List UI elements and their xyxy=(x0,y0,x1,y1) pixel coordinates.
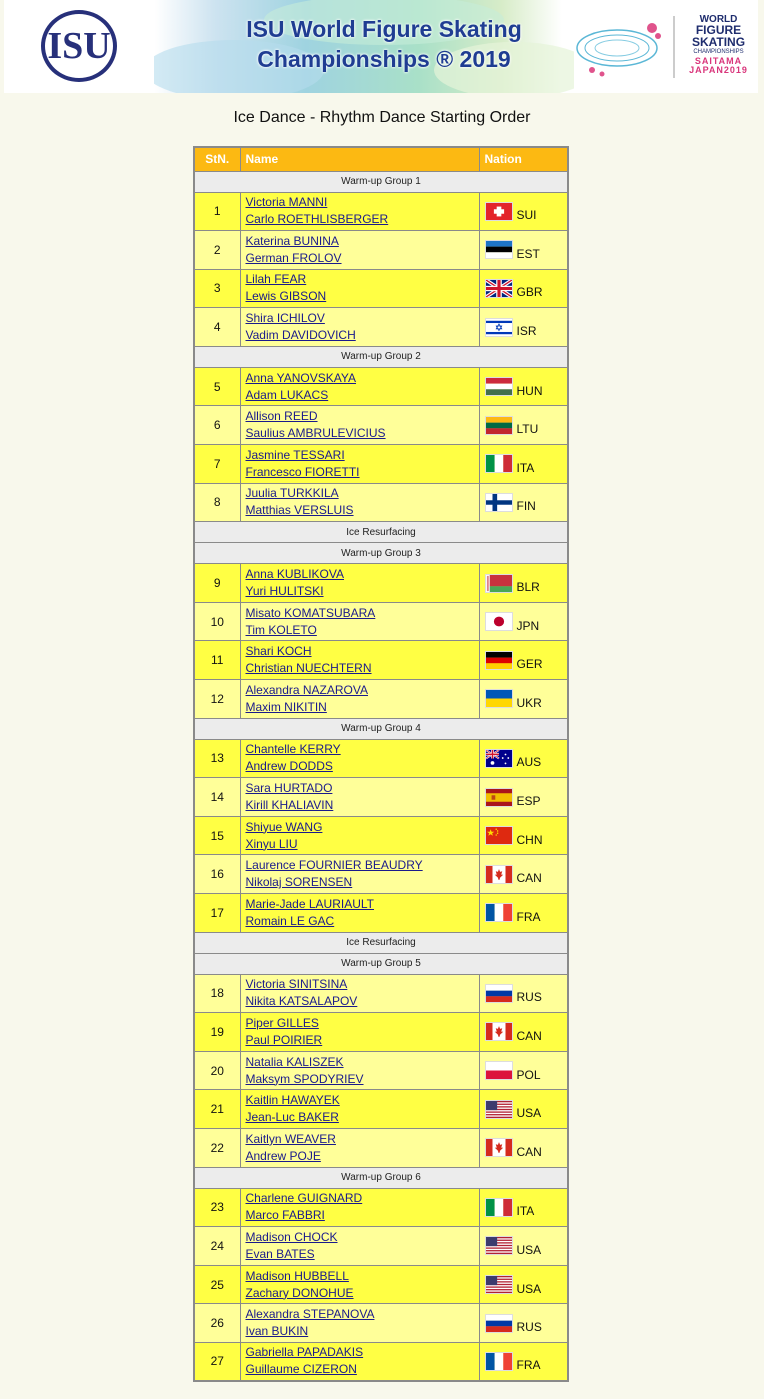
skater-link[interactable]: Paul POIRIER xyxy=(245,1032,323,1047)
nation-cell xyxy=(479,974,568,1013)
group-label: Warm-up Group 6 xyxy=(194,1167,568,1188)
sui-flag-icon xyxy=(485,202,513,221)
team-names xyxy=(240,483,479,522)
nation-cell xyxy=(479,1342,568,1381)
isu-logo: ISU xyxy=(41,10,117,82)
start-number: 12 xyxy=(194,680,240,719)
team-names xyxy=(240,1051,479,1090)
nation-cell xyxy=(479,564,568,603)
team-names xyxy=(240,231,479,270)
skater-link[interactable]: Ivan BUKIN xyxy=(245,1324,309,1339)
nation-cell xyxy=(479,739,568,778)
table-row xyxy=(194,483,568,522)
rus-flag-icon xyxy=(485,1314,513,1333)
skater-link[interactable]: Evan BATES xyxy=(245,1246,315,1261)
ltu-flag-icon xyxy=(485,416,513,435)
nation-cell xyxy=(479,894,568,933)
nation-cell xyxy=(479,406,568,445)
team-names xyxy=(240,641,479,680)
nation-cell xyxy=(479,778,568,817)
skater-link[interactable]: Madison CHOCK xyxy=(245,1229,338,1244)
team-names xyxy=(240,1128,479,1167)
starting-order-table xyxy=(193,146,569,1382)
nation-code: CAN xyxy=(516,871,542,886)
nation-cell xyxy=(479,1128,568,1167)
nation-cell xyxy=(479,855,568,894)
start-number: 6 xyxy=(194,406,240,445)
team-names xyxy=(240,564,479,603)
table-row xyxy=(194,778,568,817)
team-names xyxy=(240,680,479,719)
can-flag-icon xyxy=(485,865,513,884)
nation-code: LTU xyxy=(516,422,539,437)
nation-code: SUI xyxy=(516,208,537,223)
team-names xyxy=(240,1304,479,1343)
can-flag-icon xyxy=(485,1138,513,1157)
championship-logo-text: WORLD FIGURE SKATING CHAMPIONSHIPS SAITAMA JAPAN2019 xyxy=(689,14,748,75)
start-number: 23 xyxy=(194,1188,240,1227)
table-row xyxy=(194,1265,568,1304)
table-row xyxy=(194,231,568,270)
table-row xyxy=(194,564,568,603)
skater-link[interactable]: Francesco FIORETTI xyxy=(245,464,360,479)
skater-link[interactable]: Charlene GUIGNARD xyxy=(245,1191,363,1206)
skater-link[interactable]: Jean-Luc BAKER xyxy=(245,1110,339,1125)
table-row xyxy=(194,308,568,347)
table-row xyxy=(194,739,568,778)
start-number: 18 xyxy=(194,974,240,1013)
table-row xyxy=(194,855,568,894)
skater-link[interactable]: Lilah FEAR xyxy=(245,272,307,287)
table-row xyxy=(194,602,568,641)
skater-link[interactable]: Adam LUKACS xyxy=(245,387,329,402)
blr-flag-icon xyxy=(485,574,513,593)
nation-cell xyxy=(479,680,568,719)
group-header-row xyxy=(194,932,568,953)
team-names xyxy=(240,894,479,933)
skater-link[interactable]: Alexandra NAZAROVA xyxy=(245,682,368,697)
nation-cell xyxy=(479,269,568,308)
table-row xyxy=(194,1304,568,1343)
nation-code: USA xyxy=(516,1106,542,1121)
table-row xyxy=(194,1090,568,1129)
skater-link[interactable]: Natalia KALISZEK xyxy=(245,1054,344,1069)
event-banner xyxy=(4,0,758,93)
skater-link[interactable]: Allison REED xyxy=(245,409,318,424)
skater-link[interactable]: Lewis GIBSON xyxy=(245,289,327,304)
group-label: Warm-up Group 1 xyxy=(194,171,568,192)
team-names xyxy=(240,308,479,347)
nation-cell xyxy=(479,192,568,231)
start-number: 10 xyxy=(194,602,240,641)
nation-cell xyxy=(479,1265,568,1304)
start-number: 11 xyxy=(194,641,240,680)
table-row xyxy=(194,816,568,855)
est-flag-icon xyxy=(485,240,513,259)
start-number: 3 xyxy=(194,269,240,308)
nation-cell xyxy=(479,445,568,484)
esp-flag-icon xyxy=(485,788,513,807)
table-row xyxy=(194,974,568,1013)
team-names xyxy=(240,367,479,406)
skater-link[interactable]: Matthias VERSLUIS xyxy=(245,503,354,518)
nation-cell xyxy=(479,231,568,270)
nation-code: GBR xyxy=(516,285,543,300)
team-names xyxy=(240,1188,479,1227)
skater-link[interactable]: Marco FABBRI xyxy=(245,1208,325,1223)
nation-code: RUS xyxy=(516,990,542,1005)
skater-link[interactable]: Kaitlin HAWAYEK xyxy=(245,1093,340,1108)
skater-link[interactable]: Kaitlyn WEAVER xyxy=(245,1131,336,1146)
start-number: 14 xyxy=(194,778,240,817)
can-flag-icon xyxy=(485,1022,513,1041)
skater-link[interactable]: Anna YANOVSKAYA xyxy=(245,370,357,385)
start-number: 2 xyxy=(194,231,240,270)
skater-link[interactable]: Sara HURTADO xyxy=(245,781,333,796)
nation-code: GER xyxy=(516,657,543,672)
skater-link[interactable]: Shira ICHILOV xyxy=(245,311,325,326)
team-names xyxy=(240,1013,479,1052)
start-number: 17 xyxy=(194,894,240,933)
start-number: 13 xyxy=(194,739,240,778)
usa-flag-icon xyxy=(485,1275,513,1294)
nation-code: ITA xyxy=(516,460,535,475)
start-number: 9 xyxy=(194,564,240,603)
skater-link[interactable]: Vadim DAVIDOVICH xyxy=(245,328,356,343)
skater-link[interactable]: Juulia TURKKILA xyxy=(245,486,339,501)
aus-flag-icon xyxy=(485,749,513,768)
rus-flag-icon xyxy=(485,984,513,1003)
usa-flag-icon xyxy=(485,1236,513,1255)
group-header-row xyxy=(194,1167,568,1188)
group-label: Warm-up Group 4 xyxy=(194,718,568,739)
group-label: Ice Resurfacing xyxy=(194,932,568,953)
skater-link[interactable]: Jasmine TESSARI xyxy=(245,447,345,462)
nation-code: RUS xyxy=(516,1320,542,1335)
table-header-row xyxy=(194,147,568,171)
team-names xyxy=(240,445,479,484)
table-row xyxy=(194,680,568,719)
skater-link[interactable]: Saulius AMBRULEVICIUS xyxy=(245,426,386,441)
fra-flag-icon xyxy=(485,1352,513,1371)
column-header-stn: StN. xyxy=(194,147,240,171)
skater-link[interactable]: Misato KOMATSUBARA xyxy=(245,605,376,620)
skater-link[interactable]: Madison HUBBELL xyxy=(245,1268,349,1283)
nation-code: BLR xyxy=(516,580,540,595)
skater-link[interactable]: Kirill KHALIAVIN xyxy=(245,798,334,813)
start-number: 24 xyxy=(194,1227,240,1266)
nation-code: CHN xyxy=(516,832,543,847)
table-row xyxy=(194,1051,568,1090)
group-label: Warm-up Group 5 xyxy=(194,953,568,974)
table-row xyxy=(194,367,568,406)
skater-link[interactable]: Shari KOCH xyxy=(245,644,312,659)
chn-flag-icon xyxy=(485,826,513,845)
start-number: 8 xyxy=(194,483,240,522)
table-row xyxy=(194,269,568,308)
start-number: 16 xyxy=(194,855,240,894)
nation-cell xyxy=(479,641,568,680)
skater-link[interactable]: Nikolaj SORENSEN xyxy=(245,875,353,890)
nation-code: FRA xyxy=(516,1358,541,1373)
team-names xyxy=(240,1090,479,1129)
group-header-row xyxy=(194,171,568,192)
start-number: 22 xyxy=(194,1128,240,1167)
start-number: 5 xyxy=(194,367,240,406)
skater-link[interactable]: Andrew DODDS xyxy=(245,759,333,774)
skater-link[interactable]: Shiyue WANG xyxy=(245,819,323,834)
start-number: 15 xyxy=(194,816,240,855)
team-names xyxy=(240,816,479,855)
skater-link[interactable]: Guillaume CIZERON xyxy=(245,1362,357,1377)
group-header-row xyxy=(194,522,568,543)
nation-cell xyxy=(479,1090,568,1129)
start-number: 4 xyxy=(194,308,240,347)
column-header-name: Name xyxy=(240,147,479,171)
ukr-flag-icon xyxy=(485,689,513,708)
group-header-row xyxy=(194,953,568,974)
group-label: Warm-up Group 2 xyxy=(194,346,568,367)
group-header-row xyxy=(194,543,568,564)
jpn-flag-icon xyxy=(485,612,513,631)
group-header-row xyxy=(194,718,568,739)
skater-link[interactable]: Victoria MANNI xyxy=(245,195,328,210)
nation-cell xyxy=(479,1051,568,1090)
skater-link[interactable]: Nikita KATSALAPOV xyxy=(245,994,358,1009)
skater-link[interactable]: Christian NUECHTERN xyxy=(245,661,372,676)
hun-flag-icon xyxy=(485,377,513,396)
nation-cell xyxy=(479,816,568,855)
nation-code: ESP xyxy=(516,794,541,809)
team-names xyxy=(240,602,479,641)
start-number: 7 xyxy=(194,445,240,484)
nation-code: EST xyxy=(516,246,540,261)
table-row xyxy=(194,1013,568,1052)
skater-link[interactable]: Xinyu LIU xyxy=(245,836,298,851)
table-row xyxy=(194,1128,568,1167)
start-number: 21 xyxy=(194,1090,240,1129)
skater-link[interactable]: Anna KUBLIKOVA xyxy=(245,567,344,582)
group-label: Ice Resurfacing xyxy=(194,522,568,543)
nation-code: POL xyxy=(516,1067,541,1082)
nation-cell xyxy=(479,483,568,522)
table-row xyxy=(194,641,568,680)
nation-code: ITA xyxy=(516,1204,535,1219)
skater-link[interactable]: Gabriella PAPADAKIS xyxy=(245,1345,364,1360)
usa-flag-icon xyxy=(485,1100,513,1119)
nation-cell xyxy=(479,602,568,641)
nation-code: HUN xyxy=(516,383,543,398)
skater-link[interactable]: German FROLOV xyxy=(245,250,342,265)
group-label: Warm-up Group 3 xyxy=(194,543,568,564)
team-names xyxy=(240,269,479,308)
team-names xyxy=(240,739,479,778)
table-row xyxy=(194,1227,568,1266)
skater-link[interactable]: Victoria SINITSINA xyxy=(245,977,348,992)
skater-link[interactable]: Piper GILLES xyxy=(245,1015,319,1030)
ita-flag-icon xyxy=(485,454,513,473)
table-row xyxy=(194,192,568,231)
nation-code: UKR xyxy=(516,695,542,710)
skater-link[interactable]: Carlo ROETHLISBERGER xyxy=(245,212,389,227)
fin-flag-icon xyxy=(485,493,513,512)
team-names xyxy=(240,406,479,445)
skater-link[interactable]: Marie-Jade LAURIAULT xyxy=(245,896,374,911)
team-names xyxy=(240,778,479,817)
column-header-nation: Nation xyxy=(479,147,568,171)
skater-link[interactable]: Katerina BUNINA xyxy=(245,233,339,248)
start-number: 20 xyxy=(194,1051,240,1090)
skater-link[interactable]: Romain LE GAC xyxy=(245,913,335,928)
banner-title: ISU World Figure Skating Championships ® 2019 xyxy=(246,16,522,72)
group-header-row xyxy=(194,346,568,367)
skater-link[interactable]: Laurence FOURNIER BEAUDRY xyxy=(245,858,423,873)
skater-link[interactable]: Chantelle KERRY xyxy=(245,742,341,757)
nation-code: FRA xyxy=(516,909,541,924)
start-number: 25 xyxy=(194,1265,240,1304)
page-title: Ice Dance - Rhythm Dance Starting Order xyxy=(233,109,531,126)
isr-flag-icon xyxy=(485,318,513,337)
start-number: 26 xyxy=(194,1304,240,1343)
nation-cell xyxy=(479,1227,568,1266)
gbr-flag-icon xyxy=(485,279,513,298)
table-row xyxy=(194,406,568,445)
start-number: 19 xyxy=(194,1013,240,1052)
skater-link[interactable]: Alexandra STEPANOVA xyxy=(245,1307,375,1322)
nation-code: CAN xyxy=(516,1028,542,1043)
nation-cell xyxy=(479,1304,568,1343)
team-names xyxy=(240,855,479,894)
table-row xyxy=(194,1188,568,1227)
table-row xyxy=(194,1342,568,1381)
team-names xyxy=(240,192,479,231)
nation-code: ISR xyxy=(516,324,537,339)
team-names xyxy=(240,1342,479,1381)
skater-link[interactable]: Maksym SPODYRIEV xyxy=(245,1071,364,1086)
start-number: 1 xyxy=(194,192,240,231)
skater-link[interactable]: Yuri HULITSKI xyxy=(245,584,324,599)
nation-code: FIN xyxy=(516,499,536,514)
ita-flag-icon xyxy=(485,1198,513,1217)
nation-cell xyxy=(479,308,568,347)
nation-code: AUS xyxy=(516,755,542,770)
fra-flag-icon xyxy=(485,903,513,922)
skater-link[interactable]: Maxim NIKITIN xyxy=(245,699,327,714)
table-body xyxy=(194,171,568,1381)
nation-code: JPN xyxy=(516,618,540,633)
start-number: 27 xyxy=(194,1342,240,1381)
ger-flag-icon xyxy=(485,651,513,670)
skater-link[interactable]: Zachary DONOHUE xyxy=(245,1285,354,1300)
team-names xyxy=(240,1227,479,1266)
nation-cell xyxy=(479,1013,568,1052)
nation-cell xyxy=(479,1188,568,1227)
skater-link[interactable]: Tim KOLETO xyxy=(245,622,317,637)
pol-flag-icon xyxy=(485,1061,513,1080)
table-row xyxy=(194,445,568,484)
nation-code: USA xyxy=(516,1281,542,1296)
nation-code: CAN xyxy=(516,1144,542,1159)
nation-code: USA xyxy=(516,1242,542,1257)
team-names xyxy=(240,974,479,1013)
team-names xyxy=(240,1265,479,1304)
skater-link[interactable]: Andrew POJE xyxy=(245,1148,321,1163)
nation-cell xyxy=(479,367,568,406)
table-row xyxy=(194,894,568,933)
